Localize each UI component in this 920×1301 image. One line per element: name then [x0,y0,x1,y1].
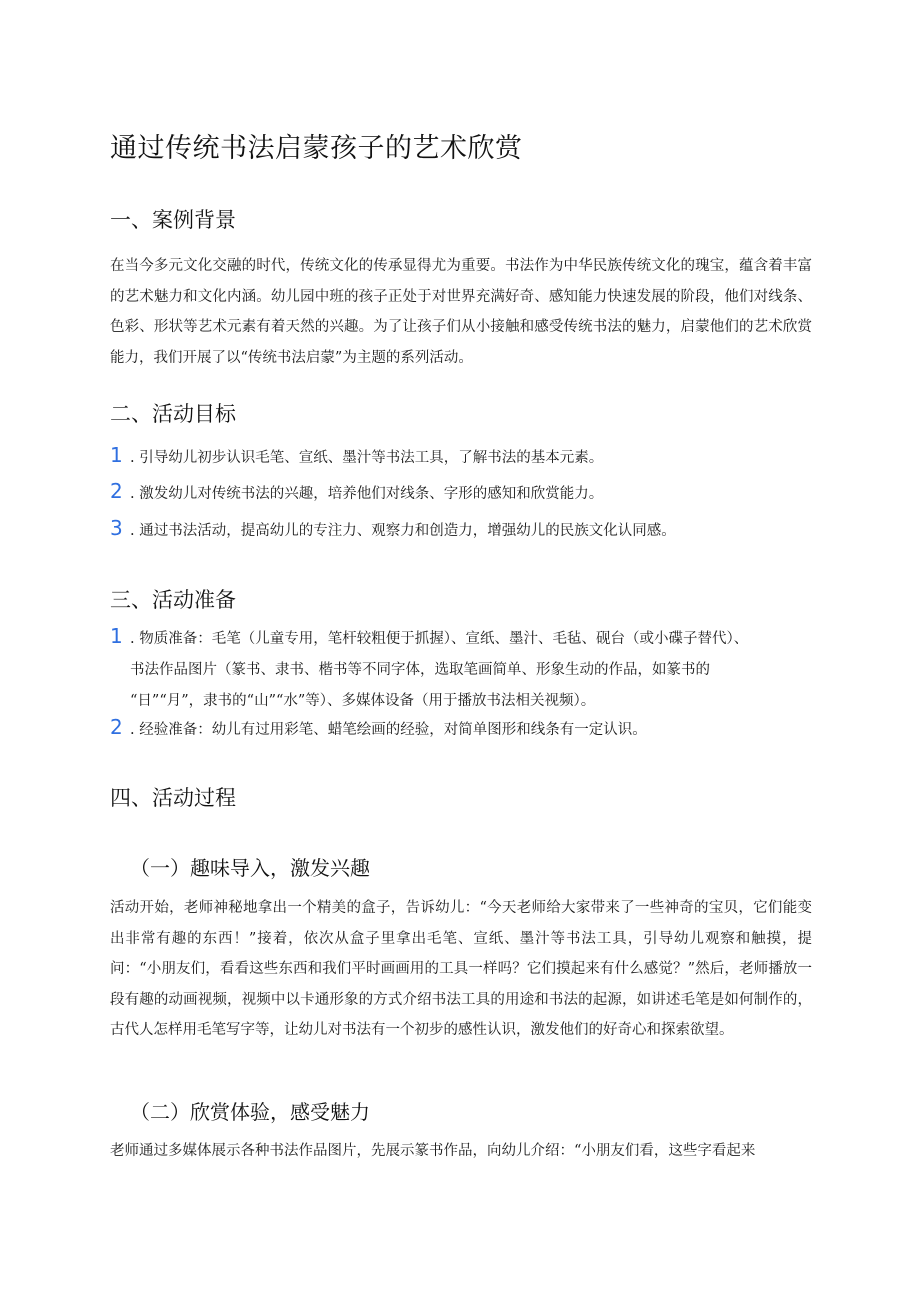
goal-text: . 通过书法活动，提高幼儿的专注力、观察力和创造力，增强幼儿的民族文化认同感。 [130,523,676,539]
preparation-line: 书法作品图片（篆书、隶书、楷书等不同字体，选取笔画简单、形象生动的作品，如篆书的 [130,662,710,678]
appreciation-paragraph: 老师通过多媒体展示各种书法作品图片，先展示篆书作品，向幼儿介绍：“小朋友们看，这些字看起来 [110,1143,756,1159]
background-paragraph: 在当今多元文化交融的时代，传统文化的传承显得尤为重要。书法作为中华民族传统文化的瑰宝，蕴含着丰富的艺术魅力和文化内涵。幼儿园中班的孩子正处于对世界充满好奇、感知能力快速发展的阶段，他们对线条、色彩、形状等艺术元素有着天然的兴趣。为了让孩子们从小接触和感受传统书法的魅力，启蒙他们的艺术欣赏能力，我们开展了以“传统书法启蒙”为主题的系列活动。 [110,258,812,366]
goal-text: . 激发幼儿对传统书法的兴趣，培养他们对线条、字形的感知和欣赏能力。 [130,486,604,502]
document-title: 通过传统书法启蒙孩子的艺术欣赏 [110,133,523,164]
intro-paragraph: 活动开始，老师神秘地拿出一个精美的盒子，告诉幼儿：“今天老师给大家带来了一些神奇的宝贝，它们能变出非常有趣的东西！”接着，依次从盒子里拿出毛笔、宣纸、墨汁等书法工具，引导幼儿观察和触摸，提问：“小朋友们，看看这些东西和我们平时画画用的工具一样吗？它们摸起来有什么感觉？”然后，老师播放一段有趣的动画视频，视频中以卡通形象的方式介绍书法工具的用途和书法的起源，如讲述毛笔是如何制作的，古代人怎样用毛笔写字等，让幼儿对书法有一个初步的感性认识，激发他们的好奇心和探索欲望。 [110,900,812,1038]
preparation-line: “日”“月”，隶书的“山”“水”等）、多媒体设备（用于播放书法相关视频）。 [130,693,596,709]
list-number: 1 [110,624,123,648]
subsection-heading-appreciation: （二）欣赏体验，感受魅力 [130,1100,370,1124]
list-number: 2 [110,479,123,503]
section-heading-goals: 二、活动目标 [110,402,236,426]
goal-text: . 引导幼儿初步认识毛笔、宣纸、墨汁等书法工具，了解书法的基本元素。 [130,450,604,466]
section-heading-background: 一、案例背景 [110,208,236,232]
list-number: 2 [110,715,123,739]
preparation-text [130,624,820,717]
subsection-heading-intro: （一）趣味导入，激发兴趣 [130,856,370,880]
section-heading-process: 四、活动过程 [110,786,236,810]
list-number: 3 [110,516,123,540]
preparation-text: . 经验准备：幼儿有过用彩笔、蜡笔绘画的经验，对简单图形和线条有一定认识。 [130,722,647,738]
preparation-line: . 物质准备：毛笔（儿童专用，笔杆较粗便于抓握）、宣纸、墨汁、毛毡、砚台（或小碟子替代）、 [130,631,749,647]
section-heading-preparation: 三、活动准备 [110,588,236,612]
list-number: 1 [110,443,123,467]
